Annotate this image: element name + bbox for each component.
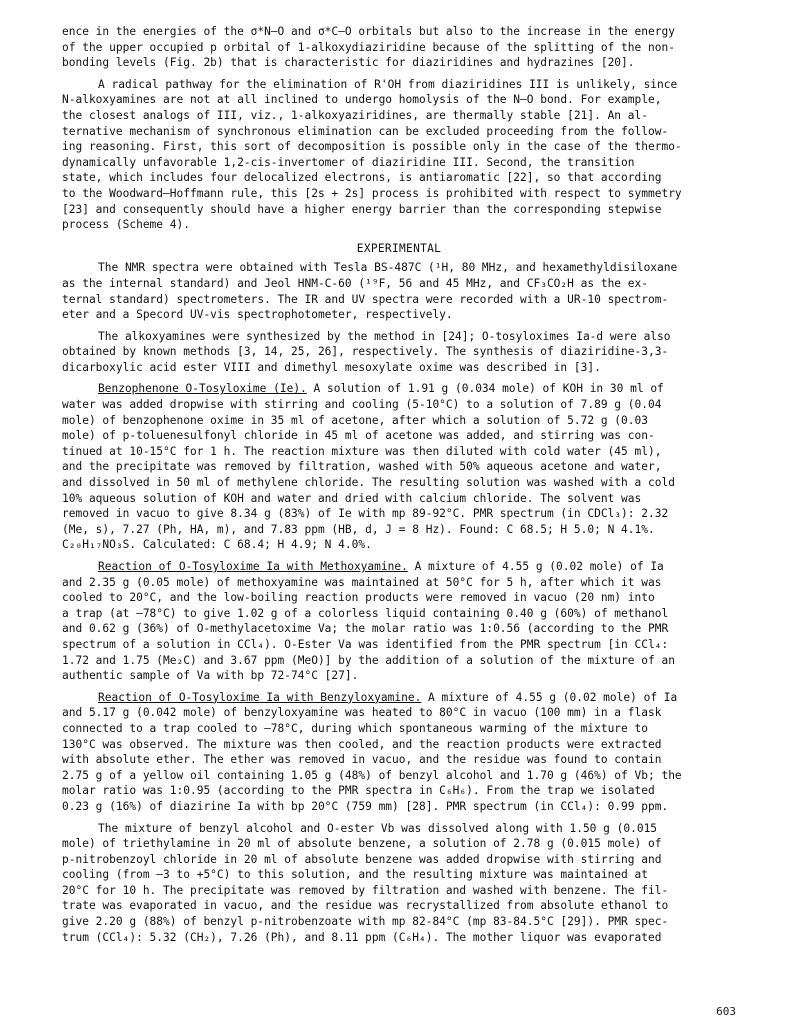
text-line: A mixture of 4.55 g (0.02 mole) of Ia (421, 690, 678, 704)
text-line: (Me, s), 7.27 (Ph, HA, m), and 7.83 ppm (HB, d, J = 8 Hz). Found: C 68.5; H 5.0; N 4.1%. (62, 522, 655, 536)
text-line: ing reasoning. First, this sort of decomposition is possible only in the case of the thermo- (62, 140, 682, 154)
text-line: A mixture of 4.55 g (0.02 mole) of Ia (407, 560, 664, 573)
paragraph-p3 (62, 260, 736, 322)
paragraph-p1 (62, 24, 736, 71)
text-line: obtained by known methods [3, 14, 25, 26], respectively. The synthesis of diaziridine-3,3- (62, 345, 669, 359)
text-line: bonding levels (Fig. 2b) that is characteristic for diaziridines and hydrazines [20]. (62, 56, 635, 70)
text-line: process (Scheme 4). (62, 218, 190, 232)
document-page (62, 24, 736, 1014)
text-line: The mixture of benzyl alcohol and O-ester Vb was dissolved along with 1.50 g (0.015 (98, 821, 658, 835)
text-line: and 2.35 g (0.05 mole) of methoxyamine was maintained at 50°C for 5 h, after which it was (62, 575, 662, 589)
text-line: 130°C was observed. The mixture was then cooled, and the reaction products were extracted (62, 737, 662, 751)
text-line: give 2.20 g (88%) of benzyl p-nitrobenzoate with mp 82-84°C (mp 83-84.5°C [29]). PMR spec- (62, 915, 669, 929)
document-body (62, 24, 736, 945)
text-line: eter and a Specord UV-vis spectrophotometer, respectively. (62, 308, 453, 322)
paragraph-first-line (62, 559, 736, 575)
text-line: ence in the energies of the σ*N—O and σ*C—O orbitals but also to the increase in the energy (62, 25, 675, 38)
paragraph-first-line (62, 690, 736, 706)
subsection-title: Reaction of O-Tosyloxime Ia with Benzyloxyamine. (98, 690, 422, 704)
text-line: mole) of benzophenone oxime in 35 ml of acetone, after which a solution of 5.72 g (0.03 (62, 413, 648, 427)
text-line: A radical pathway for the elimination of R'OH from diaziridines III is unlikely, since (98, 77, 678, 91)
paragraph-p7 (62, 690, 736, 815)
text-line: 0.23 g (16%) of diazirine Ia with bp 20°C (759 mm) [28]. PMR spectrum (in CCl₄): 0.99 ppm. (62, 799, 669, 813)
text-line: and 5.17 g (0.042 mole) of benzyloxyamine was heated to 80°C in vacuo (100 mm) in a flask (62, 706, 662, 720)
text-line: and dissolved in 50 ml of methylene chloride. The resulting solution was washed with a cold (62, 476, 675, 490)
subsection-title: Reaction of O-Tosyloxime Ia with Methoxyamine. (98, 560, 408, 573)
page-number: 603 (716, 1005, 736, 1018)
text-line: ternative mechanism of synchronous elimination can be excluded proceeding from the follow- (62, 124, 669, 138)
paragraph-p5 (62, 381, 736, 553)
text-line: and the precipitate was removed by filtration, washed with 50% aqueous acetone and water, (62, 460, 662, 474)
text-line: water was added dropwise with stirring and cooling (5-10°C) to a solution of 7.89 g (0.04 (62, 398, 662, 412)
text-line: authentic sample of Va with bp 72-74°C [27]. (62, 669, 359, 683)
text-line: p-nitrobenzoyl chloride in 20 ml of absolute benzene was added dropwise with stirring and (62, 852, 662, 866)
text-line: trum (CCl₄): 5.32 (CH₂), 7.26 (Ph), and 8.11 ppm (C₆H₄). The mother liquor was evaporated (62, 930, 662, 944)
text-line: 20°C for 10 h. The precipitate was removed by filtration and washed with benzene. The fil- (62, 883, 669, 897)
paragraph-p4 (62, 329, 736, 376)
text-line: with absolute ether. The ether was removed in vacuo, and the residue was found to contain (62, 753, 662, 767)
text-line: removed in vacuo to give 8.34 g (83%) of Ie with mp 89-92°C. PMR spectrum (in CDCl₃): 2.32 (62, 507, 669, 521)
paragraph-p8 (62, 821, 736, 946)
subsection-title: Benzophenone O-Tosyloxime (Ie). (98, 382, 307, 396)
text-line: 2.75 g of a yellow oil containing 1.05 g (48%) of benzyl alcohol and 1.70 g (46%) of Vb; the (62, 768, 682, 782)
text-line: tinued at 10-15°C for 1 h. The reaction mixture was then diluted with cold water (45 ml), (62, 444, 662, 458)
text-line: N-alkoxyamines are not at all inclined to undergo homolysis of the N—O bond. For example, (62, 93, 662, 107)
text-line: 1.72 and 1.75 (Me₂C) and 3.67 ppm (MeO)] by the addition of a solution of the mixture of an (62, 653, 675, 667)
text-line: [23] and consequently should have a higher energy barrier than the corresponding stepwise (62, 202, 662, 216)
text-line: spectrum of a solution in CCl₄). O-Ester Va was identified from the PMR spectrum [in CCl₄: (62, 637, 669, 651)
text-line: mole) of triethylamine in 20 ml of absolute benzene, a solution of 2.78 g (0.015 mole) of (62, 837, 662, 851)
text-line: The alkoxyamines were synthesized by the method in [24]; O-tosyloximes Ia-d were also (98, 329, 671, 343)
text-line: The NMR spectra were obtained with Tesla BS-487C (¹H, 80 MHz, and hexamethyldisiloxane (98, 261, 678, 275)
section-heading: EXPERIMENTAL (356, 241, 442, 255)
paragraph-p2 (62, 77, 736, 233)
text-line: mole) of p-toluenesulfonyl chloride in 45 ml of acetone was added, and stirring was con- (62, 429, 655, 443)
text-line: 10% aqueous solution of KOH and water and dried with calcium chloride. The solvent was (62, 491, 642, 505)
text-line: cooled to 20°C, and the low-boiling reaction products were removed in vacuo (20 nm) into (62, 591, 655, 605)
text-line: as the internal standard) and Jeol HNM-C-60 (¹⁹F, 56 and 45 MHz, and CF₃CO₂H as the ex- (62, 276, 648, 290)
text-line: the closest analogs of III, viz., 1-alkoxyaziridines, are thermally stable [21]. An al- (62, 108, 648, 122)
text-line: dynamically unfavorable 1,2-cis-invertomer of diaziridine III. Second, the transition (62, 155, 635, 169)
paragraph-first-line (62, 381, 736, 397)
text-line: molar ratio was 1:0.95 (according to the PMR spectra in C₆H₆). From the trap we isolated (62, 784, 655, 798)
text-line: and 0.62 g (36%) of O-methylacetoxime Va; the molar ratio was 1:0.56 (according to the PMR (62, 622, 669, 636)
text-line: trate was evaporated in vacuo, and the residue was recrystallized from absolute ethanol to (62, 899, 669, 913)
text-line: of the upper occupied p orbital of 1-alkoxydiaziridine because of the splitting of the non- (62, 40, 675, 54)
text-line: a trap (at —78°C) to give 1.02 g of a colorless liquid containing 0.40 g (60%) of methanol (62, 606, 669, 620)
text-line: connected to a trap cooled to —78°C, during which spontaneous warming of the mixture to (62, 721, 648, 735)
text-line: state, which includes four delocalized electrons, is antiaromatic [22], so that according (62, 171, 662, 185)
paragraph-p6 (62, 559, 736, 684)
text-line: A solution of 1.91 g (0.034 mole) of KOH in 30 ml of (306, 382, 664, 396)
text-line: dicarboxylic acid ester VIII and dimethyl mesoxylate oxime was described in [3]. (62, 360, 601, 374)
text-line: cooling (from —3 to +5°C) to this solution, and the resulting mixture was maintained at (62, 868, 648, 882)
text-line: C₂₀H₁₇NO₃S. Calculated: C 68.4; H 4.9; N 4.0%. (62, 538, 372, 552)
text-line: ternal standard) spectrometers. The IR and UV spectra were recorded with a UR-10 spectrom- (62, 292, 669, 306)
text-line: to the Woodward—Hoffmann rule, this [2s + 2s] process is prohibited with respect to symmetry (62, 186, 682, 200)
